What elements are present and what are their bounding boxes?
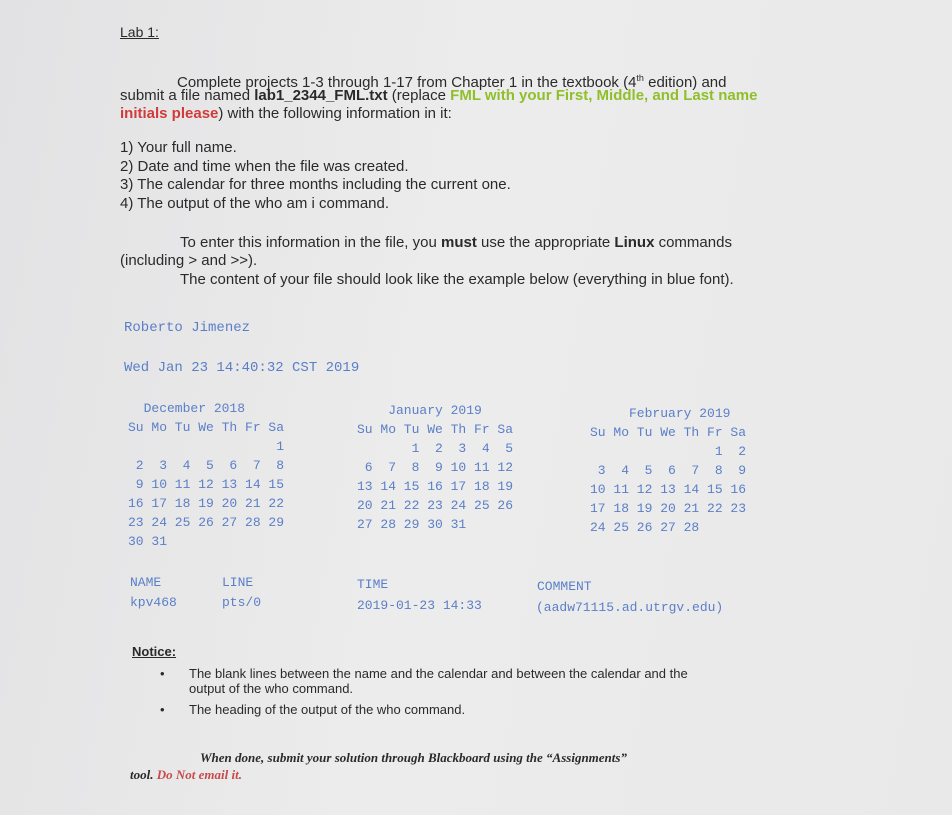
must-emphasis: must (440, 234, 477, 251)
intro-text-2-mid: (replace (387, 87, 451, 104)
requirements-list (120, 139, 511, 213)
calendar-weekdays: Su Mo Tu We Th Fr Sa (590, 425, 747, 440)
calendar-week: 10 11 12 13 14 15 16 (590, 482, 747, 497)
calendar-weekdays: Su Mo Tu We Th Fr Sa (357, 422, 514, 437)
highlight-initials-instruction: FML with your First, Middle, and Last name (450, 87, 758, 104)
calendar-week: 1 2 3 4 5 (357, 441, 514, 456)
calendar-week: 20 21 22 23 24 25 26 (357, 498, 514, 513)
calendar-february (590, 404, 746, 537)
final-line-2 (130, 767, 242, 783)
calendar-week: 9 10 11 12 13 14 15 (128, 477, 285, 492)
final-line-1: When done, submit your solution through Blackboard using the “Assignments” (200, 750, 627, 765)
final-warning: Do Not email it. (156, 767, 242, 782)
example-date: Wed Jan 23 14:40:32 CST 2019 (124, 360, 360, 376)
calendar-header: January 2019 (357, 403, 482, 418)
calendar-header: February 2019 (590, 406, 731, 421)
who-header-name: NAME (130, 575, 162, 590)
who-value-comment: (aadw71115.ad.utrgv.edu) (536, 600, 724, 615)
calendar-week: 1 (128, 439, 285, 454)
bullet-icon: • (160, 702, 165, 717)
lab-title: Lab 1: (120, 24, 159, 40)
who-header-line: LINE (222, 575, 254, 590)
calendar-week: 6 7 8 9 10 11 12 (357, 460, 514, 475)
calendar-december (128, 399, 284, 551)
list-item: 2) Date and time when the file was created. (120, 157, 409, 175)
notice-title: Notice: (132, 644, 177, 659)
instructions-text: To enter this information in the file, you (180, 234, 441, 251)
bullet-icon: • (160, 666, 165, 681)
linux-emphasis: Linux (614, 234, 655, 251)
who-value-name: kpv468 (130, 595, 177, 610)
list-item: 3) The calendar for three months including the current one. (120, 176, 511, 193)
calendar-week: 2 3 4 5 6 7 8 (128, 458, 285, 473)
bullet-text: output of the who command. (189, 681, 354, 696)
list-item: 1) Your full name. (120, 139, 237, 156)
instructions-line-2: (including > and >>). (120, 252, 258, 269)
bullet-text: The heading of the output of the who command. (189, 702, 466, 717)
calendar-week: 13 14 15 16 17 18 19 (357, 479, 514, 494)
instructions-line-1 (180, 234, 732, 252)
calendar-week: 1 2 (590, 444, 747, 459)
intro-text-3: ) with the following information in it: (218, 105, 452, 122)
final-text: tool. (130, 767, 157, 782)
calendar-week: 23 24 25 26 27 28 29 (128, 515, 285, 530)
who-header-time: TIME (357, 577, 389, 592)
instructions-text: use the appropriate (476, 234, 615, 251)
calendar-week: 24 25 26 27 28 (590, 520, 700, 535)
calendar-week: 3 4 5 6 7 8 9 (590, 463, 747, 478)
instructions-text: commands (654, 234, 732, 251)
intro-text-2: submit a file named (120, 87, 255, 104)
calendar-week: 27 28 29 30 31 (357, 517, 467, 532)
calendar-header: December 2018 (128, 401, 246, 416)
who-header-comment: COMMENT (537, 579, 592, 594)
who-value-line: pts/0 (222, 595, 262, 610)
calendar-january (357, 401, 513, 534)
intro-text-1-end: edition) and (643, 74, 727, 91)
intro-text-1: Complete projects 1-3 through 1-17 from Chapter 1 in the textbook (4 (177, 74, 637, 91)
intro-line-2 (120, 87, 757, 105)
notice-bullet (160, 702, 465, 717)
who-value-time: 2019-01-23 14:33 (357, 598, 482, 613)
calendar-week: 17 18 19 20 21 22 23 (590, 501, 747, 516)
filename: lab1_2344_FML.txt (254, 87, 388, 104)
superscript: th (636, 73, 644, 83)
calendar-week: 16 17 18 19 20 21 22 (128, 496, 285, 511)
highlight-initials-please: initials please (120, 105, 219, 122)
calendar-week: 30 31 (128, 534, 168, 549)
calendar-weekdays: Su Mo Tu We Th Fr Sa (128, 420, 285, 435)
example-name: Roberto Jimenez (124, 320, 251, 336)
instructions-line-3: The content of your file should look like the example below (everything in blue font). (180, 271, 734, 288)
intro-line-3 (120, 105, 452, 123)
bullet-text: The blank lines between the name and the calendar and between the calendar and the (189, 666, 688, 681)
notice-bullet (160, 666, 688, 696)
list-item: 4) The output of the who am i command. (120, 194, 390, 212)
